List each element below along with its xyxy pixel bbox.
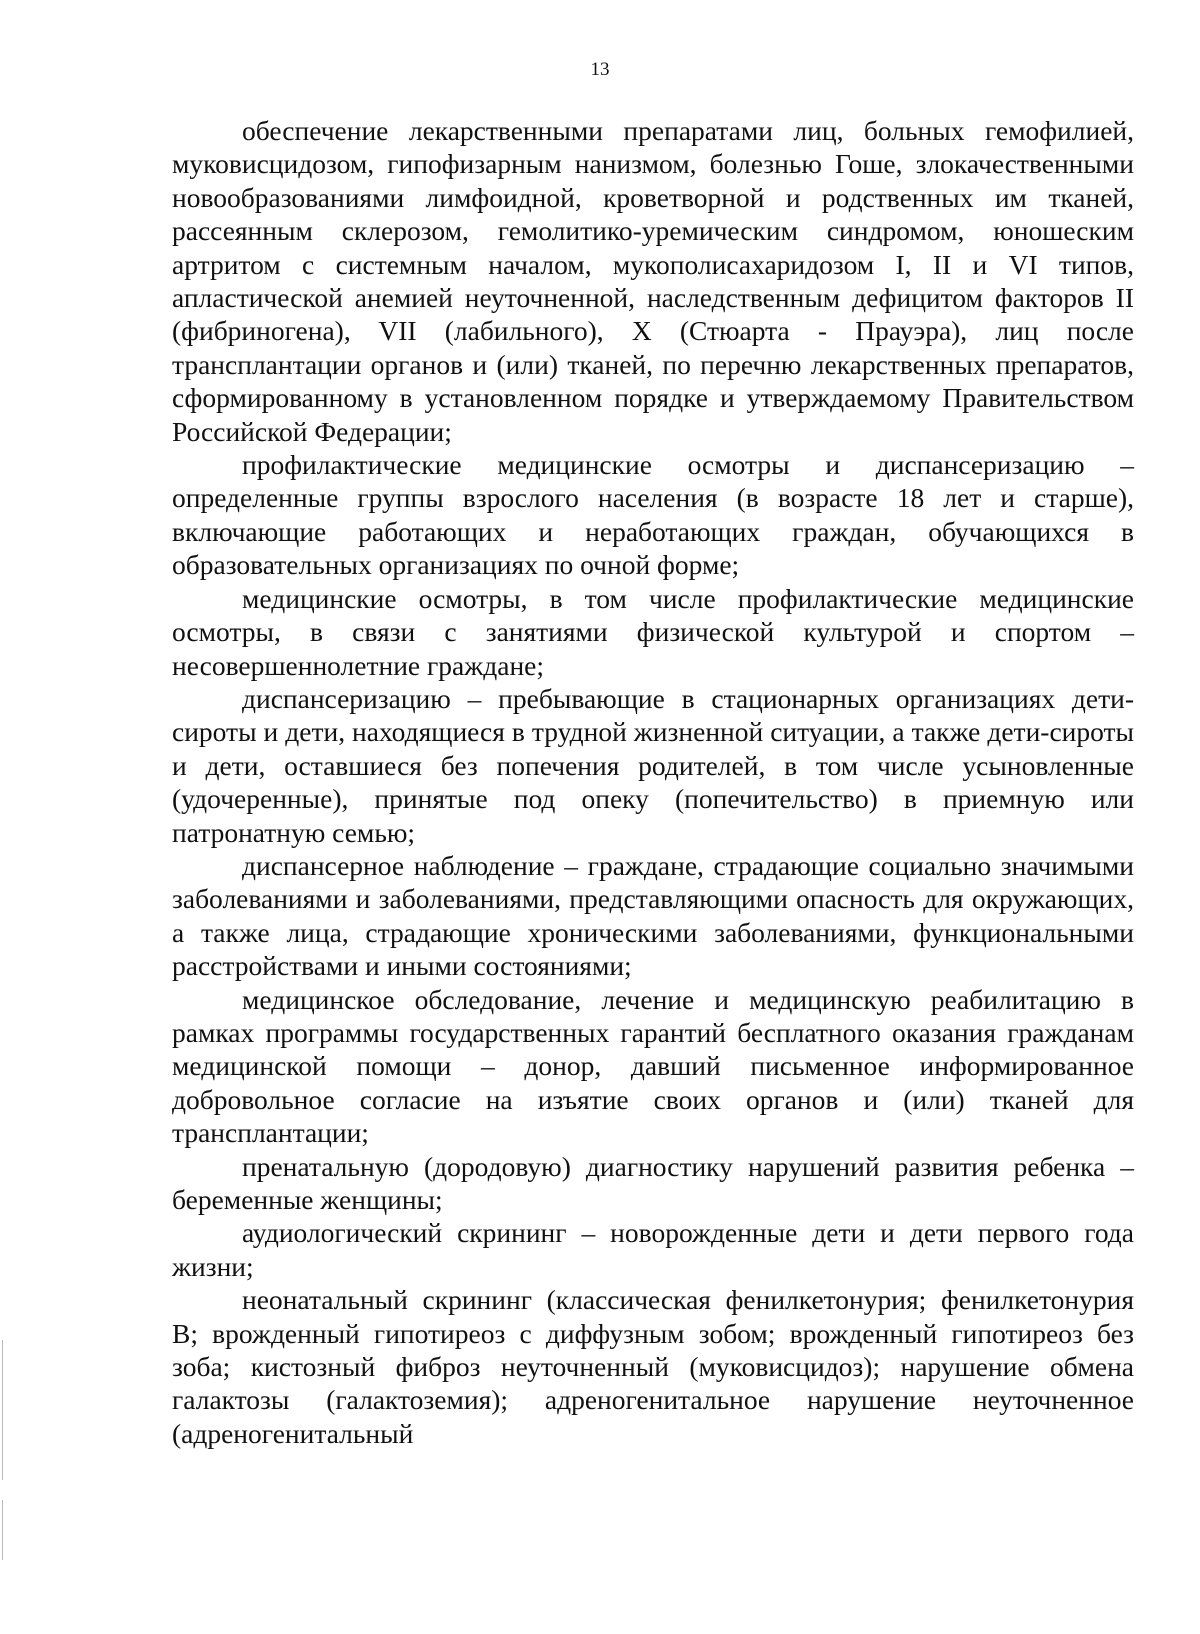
document-body bbox=[172, 114, 1134, 1450]
paragraph-preventive-examinations: профилактические медицинские осмотры и диспансеризацию – определенные группы взрослого населения (в возрасте 18 лет и старше), включающие работающих и неработающих граждан, обучающихся в образовательных организациях по очной форме; bbox=[172, 449, 1134, 581]
paragraph-audiological-screening: аудиологический скрининг – новорожденные дети и дети первого года жизни; bbox=[172, 1217, 1134, 1282]
paragraph-sports-examinations: медицинские осмотры, в том числе профилактические медицинские осмотры, в связи с занятиями физической культурой и спортом – несовершеннолетние граждане; bbox=[172, 582, 1134, 681]
paragraph-medication-provision: обеспечение лекарственными препаратами лиц, больных гемофилией, муковисцидозом, гипофизарным нанизмом, болезнью Гоше, злокачественными новообразованиями лимфоидной, кроветворной и родственных им тканей, рассеянным склерозом, гемолитико-уремическим синдромом, юношеским артритом с системным началом, мукополисахаридозом I, II и VI типов, апластической анемией неуточненной, наследственным дефицитом факторов II (фибриногена), VII (лабильного), X (Стюарта - Прауэра), лиц после трансплантации органов и (или) тканей, по перечню лекарственных препаратов, сформированному в установленном порядке и утверждаемому Правительством Российской Федерации; bbox=[172, 115, 1134, 447]
paragraph-orphan-dispensarization: диспансеризацию – пребывающие в стационарных организациях дети-сироты и дети, находящиеся в трудной жизненной ситуации, а также дети-сироты и дети, оставшиеся без попечения родителей, в том числе усыновленные (удочеренные), принятые под опеку (попечительство) в приемную или патронатную семью; bbox=[172, 682, 1134, 848]
scan-edge-mark bbox=[2, 1340, 3, 1480]
paragraph-prenatal-diagnostics: пренатальную (дородовую) диагностику нарушений развития ребенка – беременные женщины; bbox=[172, 1150, 1134, 1215]
paragraph-donor-care: медицинское обследование, лечение и медицинскую реабилитацию в рамках программы государственных гарантий бесплатного оказания гражданам медицинской помощи – донор, давший письменное информированное добровольное согласие на изъятие своих органов и (или) тканей для трансплантации; bbox=[172, 983, 1134, 1149]
paragraph-neonatal-screening: неонатальный скрининг (классическая фенилкетонурия; фенилкетонурия B; врожденный гипотиреоз с диффузным зобом; врожденный гипотиреоз без зоба; кистозный фиброз неуточненный (муковисцидоз); нарушение обмена галактозы (галактоземия); адреногенитальное нарушение неуточненное (адреногенитальный bbox=[172, 1284, 1134, 1449]
page-number: 13 bbox=[590, 59, 610, 80]
scan-edge-mark bbox=[2, 1500, 3, 1560]
paragraph-dispensary-observation: диспансерное наблюдение – граждане, страдающие социально значимыми заболеваниями и заболеваниями, представляющими опасность для окружающих, а также лица, страдающие хроническими заболеваниями, функциональными расстройствами и иными состояниями; bbox=[172, 849, 1134, 982]
